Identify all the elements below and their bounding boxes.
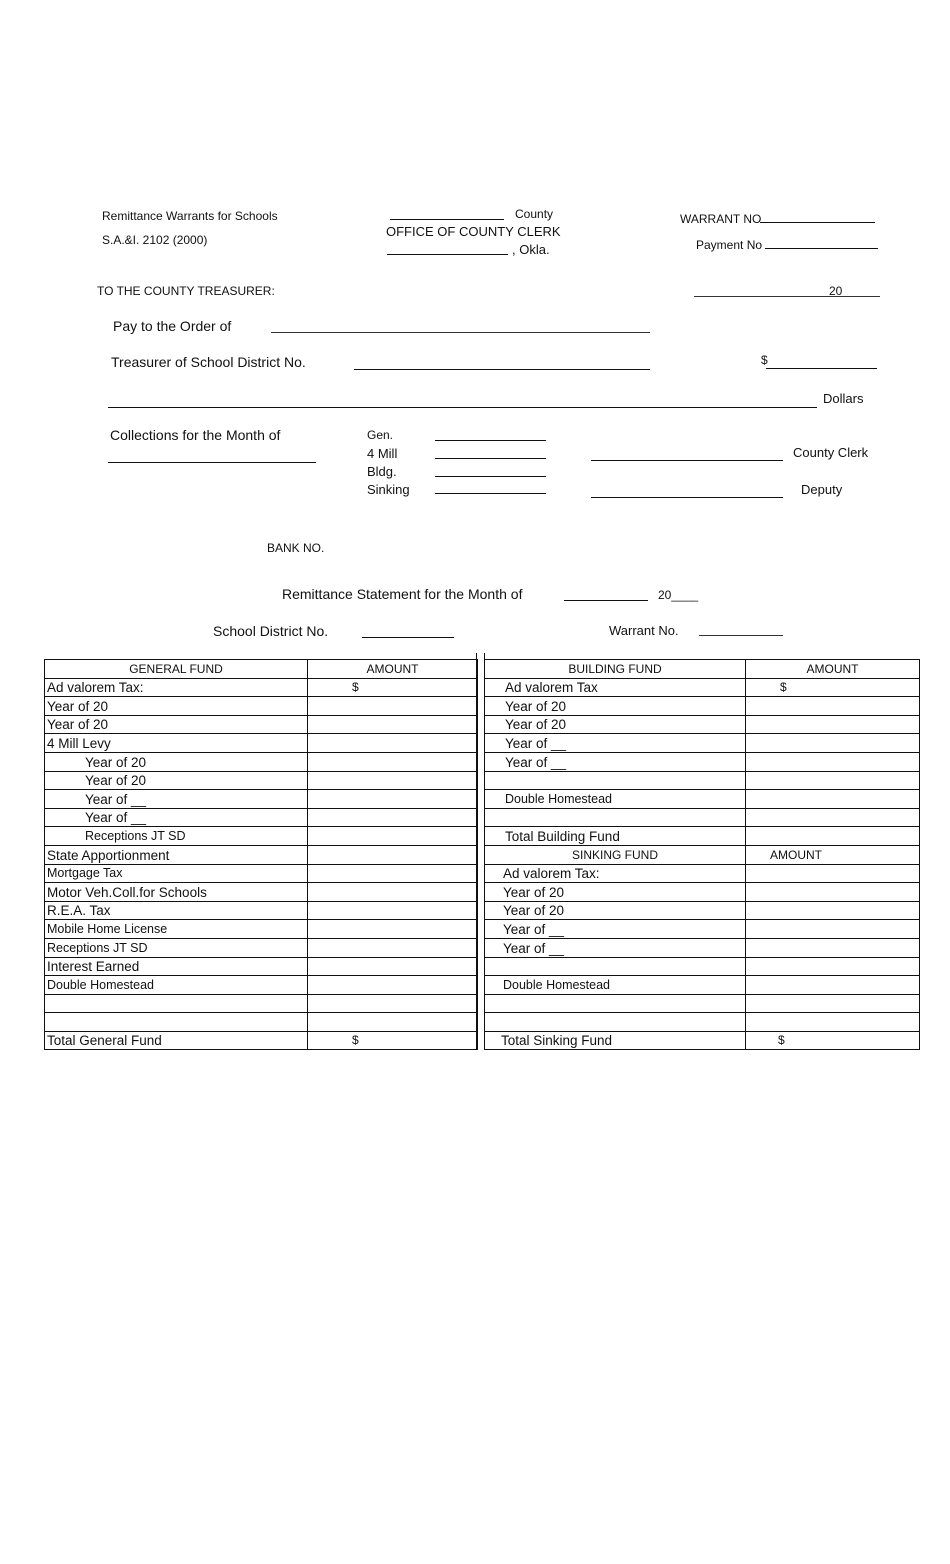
- row-label: Year of 20: [45, 697, 308, 716]
- table-row[interactable]: [485, 920, 920, 939]
- row-label: Year of __: [485, 734, 746, 753]
- table-row[interactable]: [45, 938, 478, 957]
- amount-cell[interactable]: [308, 734, 478, 753]
- amount-cell[interactable]: [746, 883, 920, 902]
- amount-cell[interactable]: [308, 790, 478, 809]
- treasurer-district-label: Treasurer of School District No.: [111, 354, 306, 370]
- row-label: [485, 994, 746, 1013]
- form-title: Remittance Warrants for Schools: [102, 209, 278, 223]
- row-label: [485, 771, 746, 790]
- table-row[interactable]: [45, 901, 478, 920]
- bank-no-label: BANK NO.: [267, 541, 325, 555]
- pay-to-order-field[interactable]: [271, 332, 650, 333]
- amount-cell[interactable]: [746, 790, 920, 809]
- statement-title: Remittance Statement for the Month of: [282, 586, 523, 602]
- table-row[interactable]: [485, 1013, 920, 1032]
- row-label: State Apportionment: [45, 845, 308, 864]
- table-row[interactable]: [45, 734, 478, 753]
- amount-cell[interactable]: [746, 734, 920, 753]
- amount-cell[interactable]: [746, 1013, 920, 1032]
- amount-cell[interactable]: [308, 901, 478, 920]
- table-row[interactable]: [45, 845, 478, 864]
- warrant-no-statement-field[interactable]: [699, 635, 783, 636]
- table-row[interactable]: [485, 957, 920, 976]
- table-row[interactable]: [485, 752, 920, 771]
- deputy-label: Deputy: [801, 482, 843, 497]
- warrant-no-label: WARRANT NO: [680, 212, 762, 226]
- county-clerk-label: County Clerk: [793, 445, 869, 460]
- fund-bldg-label: Bldg.: [367, 464, 397, 479]
- to-treasurer-label: TO THE COUNTY TREASURER:: [97, 284, 275, 298]
- amount-cell[interactable]: [308, 883, 478, 902]
- table-row[interactable]: [45, 697, 478, 716]
- table-row[interactable]: [45, 920, 478, 939]
- row-label: [485, 957, 746, 976]
- amount-cell[interactable]: [746, 808, 920, 827]
- form-code: S.A.&I. 2102 (2000): [102, 233, 208, 247]
- date-field[interactable]: [694, 296, 880, 297]
- payment-no-field[interactable]: [765, 234, 878, 249]
- amount-cell[interactable]: [746, 752, 920, 771]
- amount-cell[interactable]: [746, 771, 920, 790]
- total-general-label: Total General Fund: [45, 1031, 308, 1050]
- table-row[interactable]: [485, 790, 920, 809]
- table-row[interactable]: [485, 901, 920, 920]
- fund-4mill-label: 4 Mill: [367, 446, 398, 461]
- row-label: Year of __: [485, 920, 746, 939]
- county-name-field[interactable]: [390, 205, 504, 220]
- payment-no-label: Payment No: [696, 238, 763, 252]
- building-amount-header: AMOUNT: [746, 660, 920, 679]
- table-header-row: [485, 660, 920, 679]
- row-label: Year of 20: [485, 883, 746, 902]
- table-row[interactable]: [45, 771, 478, 790]
- amount-cell[interactable]: [308, 938, 478, 957]
- building-sinking-fund-table: [484, 659, 920, 1050]
- row-label: [485, 1013, 746, 1032]
- district-no-field[interactable]: [354, 369, 650, 370]
- row-label: Ad valorem Tax: [485, 678, 746, 697]
- row-label: Double Homestead: [45, 976, 308, 995]
- table-row[interactable]: [485, 864, 920, 883]
- row-label: [485, 808, 746, 827]
- fund-gen-field[interactable]: [435, 440, 546, 441]
- row-label: Year of 20: [45, 715, 308, 734]
- amount-cell[interactable]: [308, 808, 478, 827]
- office-title: OFFICE OF COUNTY CLERK: [386, 224, 561, 239]
- table-row[interactable]: [45, 752, 478, 771]
- deputy-signature[interactable]: [591, 497, 783, 498]
- row-label: Double Homestead: [485, 790, 746, 809]
- row-label: Year of 20: [45, 752, 308, 771]
- row-label: Ad valorem Tax:: [45, 678, 308, 697]
- school-district-label: School District No.: [213, 623, 329, 639]
- fund-sinking-label: Sinking: [367, 482, 410, 497]
- table-row[interactable]: [45, 864, 478, 883]
- general-amount-header: AMOUNT: [308, 660, 478, 679]
- amount-cell[interactable]: [746, 715, 920, 734]
- amount-cell[interactable]: [308, 1013, 478, 1032]
- collections-month-label: Collections for the Month of: [110, 427, 281, 443]
- table-row[interactable]: [485, 697, 920, 716]
- table-row[interactable]: [45, 976, 478, 995]
- amount-cell[interactable]: [746, 938, 920, 957]
- row-label: R.E.A. Tax: [45, 901, 308, 920]
- row-label: Year of __: [45, 808, 308, 827]
- fund-bldg-field[interactable]: [435, 476, 546, 477]
- county-clerk-signature[interactable]: [591, 460, 783, 461]
- row-label: Year of 20: [485, 901, 746, 920]
- amount-cell[interactable]: [746, 957, 920, 976]
- amount-cell[interactable]: [308, 920, 478, 939]
- amount-cell[interactable]: $: [308, 678, 478, 697]
- school-district-field[interactable]: [362, 637, 454, 638]
- warrant-no-field[interactable]: [760, 208, 875, 223]
- total-sinking-amount[interactable]: $: [746, 1031, 920, 1050]
- table-row[interactable]: [45, 790, 478, 809]
- total-building-label: Total Building Fund: [485, 827, 746, 846]
- table-row[interactable]: [45, 827, 478, 846]
- row-label: Mortgage Tax: [45, 864, 308, 883]
- table-row[interactable]: [485, 994, 920, 1013]
- county-label: County: [515, 207, 554, 221]
- amount-cell[interactable]: [308, 994, 478, 1013]
- row-label: Receptions JT SD: [45, 938, 308, 957]
- table-header-row: [485, 845, 920, 864]
- row-label: Year of __: [485, 938, 746, 957]
- amount-cell[interactable]: [308, 976, 478, 995]
- total-row[interactable]: [485, 1031, 920, 1050]
- row-label: Ad valorem Tax:: [485, 864, 746, 883]
- amount-cell[interactable]: [308, 697, 478, 716]
- table-row[interactable]: [485, 678, 920, 697]
- amount-cell[interactable]: [746, 901, 920, 920]
- row-label: Receptions JT SD: [45, 827, 308, 846]
- amount-cell[interactable]: [746, 976, 920, 995]
- pay-to-order-label: Pay to the Order of: [113, 318, 232, 334]
- table-row[interactable]: [485, 808, 920, 827]
- table-row[interactable]: [45, 957, 478, 976]
- city-field[interactable]: [387, 240, 508, 255]
- dollar-sign: $: [761, 353, 768, 367]
- statement-year-prefix: 20____: [658, 588, 699, 602]
- total-sinking-label: Total Sinking Fund: [485, 1031, 746, 1050]
- amount-cell[interactable]: [308, 864, 478, 883]
- table-row[interactable]: [45, 808, 478, 827]
- table-row[interactable]: [45, 994, 478, 1013]
- collections-month-field[interactable]: [108, 462, 316, 463]
- amount-cell[interactable]: [308, 957, 478, 976]
- amount-words-field[interactable]: [108, 407, 817, 408]
- dollars-label: Dollars: [823, 391, 864, 406]
- amount-field[interactable]: [766, 368, 877, 369]
- table-row[interactable]: [485, 976, 920, 995]
- building-fund-header: BUILDING FUND: [485, 660, 746, 679]
- total-row[interactable]: [45, 1031, 478, 1050]
- table-row[interactable]: [45, 1013, 478, 1032]
- table-row[interactable]: [485, 827, 920, 846]
- fund-sinking-field[interactable]: [435, 493, 546, 494]
- table-row[interactable]: [485, 771, 920, 790]
- total-general-amount[interactable]: $: [308, 1031, 478, 1050]
- fund-gen-label: Gen.: [367, 428, 394, 442]
- row-label: [45, 994, 308, 1013]
- total-building-amount[interactable]: [746, 827, 920, 846]
- amount-cell[interactable]: [746, 864, 920, 883]
- row-label: Year of 20: [45, 771, 308, 790]
- row-label: Mobile Home License: [45, 920, 308, 939]
- date-year-prefix: 20: [829, 284, 843, 298]
- row-label: Year of __: [485, 752, 746, 771]
- row-label: Year of __: [45, 790, 308, 809]
- table-row[interactable]: [485, 938, 920, 957]
- state-label: , Okla.: [512, 242, 550, 257]
- amount-cell[interactable]: [308, 845, 478, 864]
- table-row[interactable]: [485, 883, 920, 902]
- general-fund-table: [44, 659, 478, 1050]
- sinking-amount-header: AMOUNT: [746, 845, 920, 864]
- amount-cell[interactable]: $: [746, 678, 920, 697]
- amount-cell[interactable]: [308, 771, 478, 790]
- amount-cell[interactable]: [746, 994, 920, 1013]
- table-header-row: [45, 660, 478, 679]
- sinking-fund-header: SINKING FUND: [485, 845, 746, 864]
- table-row[interactable]: [45, 678, 478, 697]
- row-label: 4 Mill Levy: [45, 734, 308, 753]
- row-label: [45, 1013, 308, 1032]
- table-row[interactable]: [485, 734, 920, 753]
- amount-cell[interactable]: [746, 697, 920, 716]
- table-row[interactable]: [45, 883, 478, 902]
- table-row[interactable]: [45, 715, 478, 734]
- amount-cell[interactable]: [746, 920, 920, 939]
- warrant-no-statement-label: Warrant No.: [609, 623, 679, 638]
- fund-4mill-field[interactable]: [435, 458, 546, 459]
- row-label: Year of 20: [485, 697, 746, 716]
- amount-cell[interactable]: [308, 715, 478, 734]
- general-fund-header: GENERAL FUND: [45, 660, 308, 679]
- row-label: Interest Earned: [45, 957, 308, 976]
- row-label: Motor Veh.Coll.for Schools: [45, 883, 308, 902]
- row-label: Double Homestead: [485, 976, 746, 995]
- amount-cell[interactable]: [308, 752, 478, 771]
- table-row[interactable]: [485, 715, 920, 734]
- statement-month-field[interactable]: [564, 600, 648, 601]
- row-label: Year of 20: [485, 715, 746, 734]
- amount-cell[interactable]: [308, 827, 478, 846]
